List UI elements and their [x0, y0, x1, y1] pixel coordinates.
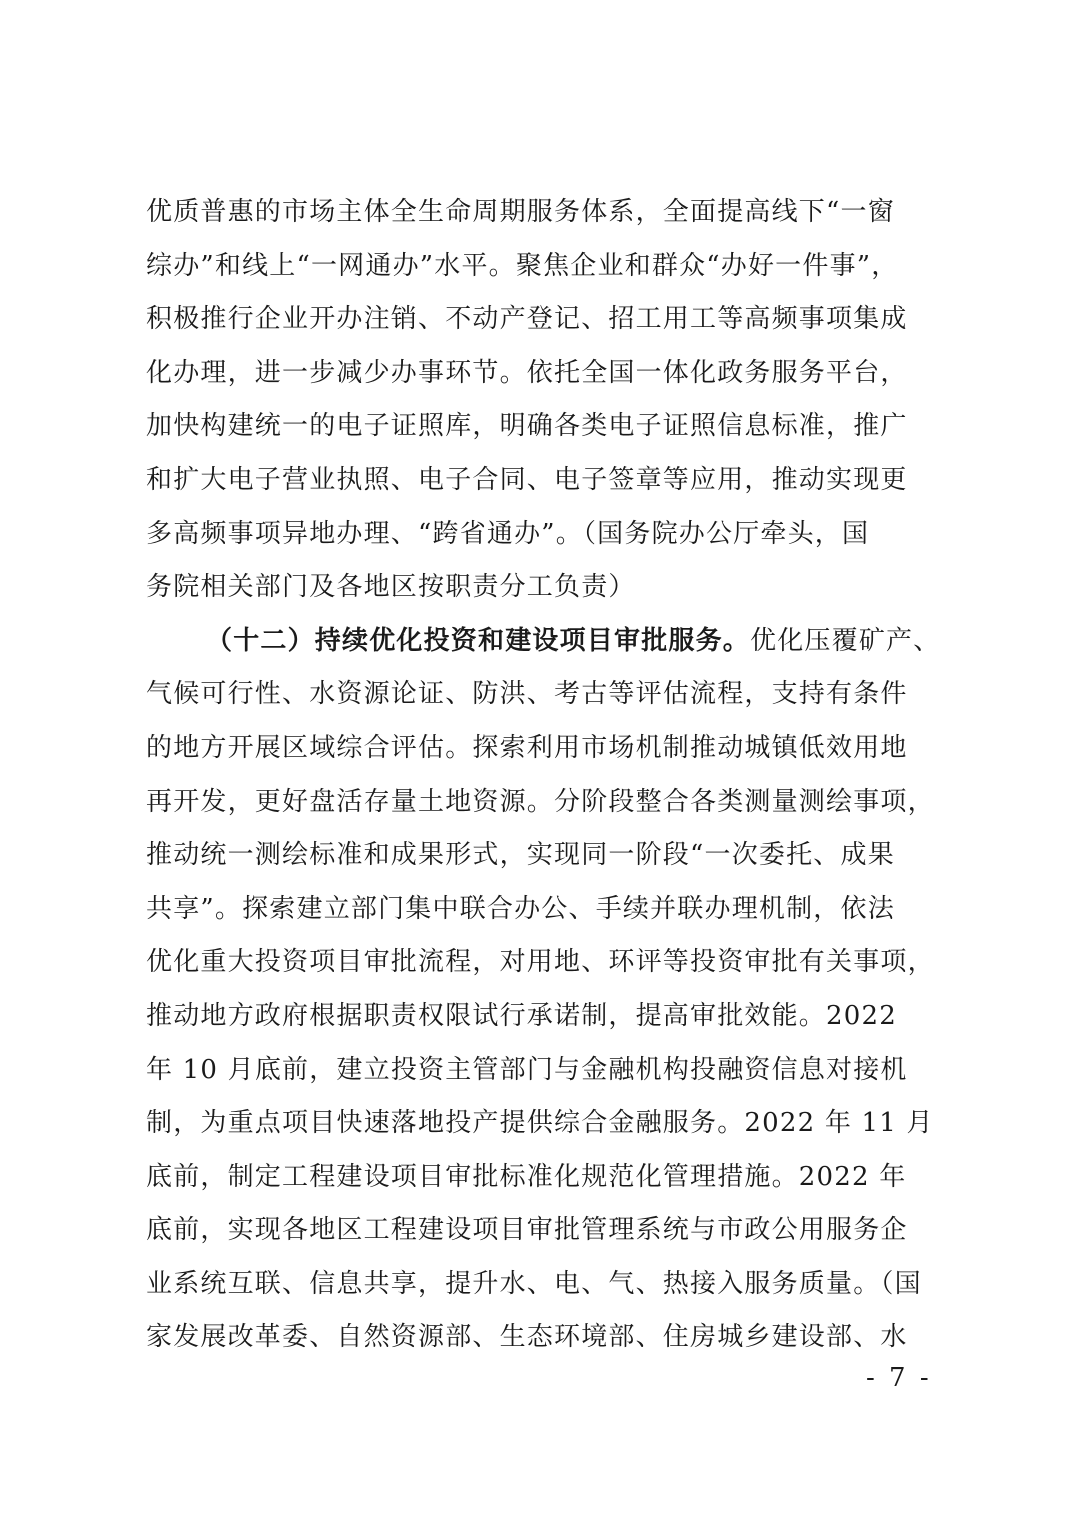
text-line-4: 化办理，进一步减少办事环节。依托全国一体化政务服务平台，: [146, 357, 908, 388]
text-line-19: 底前，制定工程建设项目审批标准化规范化管理措施。2022 年: [146, 1161, 907, 1192]
text-line-11: 的地方开展区域综合评估。探索利用市场机制推动城镇低效用地: [146, 732, 908, 763]
text-line-13: 推动统一测绘标准和成果形式，实现同一阶段“一次委托、成果: [146, 840, 895, 871]
text-line-17: 年 10 月底前，建立投资主管部门与金融机构投融资信息对接机: [146, 1054, 908, 1085]
text-line-16: 推动地方政府根据职责权限试行承诺制，提高审批效能。2022: [146, 1000, 897, 1031]
text-line-14: 共享”。探索建立部门集中联合办公、手续并联办理机制，依法: [146, 893, 895, 924]
text-line-22: 家发展改革委、自然资源部、生态环境部、住房城乡建设部、水: [146, 1322, 908, 1353]
text-line-10: 气候可行性、水资源论证、防洪、考古等评估流程，支持有条件: [146, 679, 908, 710]
text-line-3: 积极推行企业开办注销、不动产登记、招工用工等高频事项集成: [146, 304, 908, 335]
text-line-1: 优质普惠的市场主体全生命周期服务体系，全面提高线下“一窗: [146, 197, 895, 227]
page-number: - 7 -: [866, 1363, 932, 1393]
text-line-21: 业系统互联、信息共享，提升水、电、气、热接入服务质量。（国: [146, 1268, 922, 1299]
section-heading: （十二）持续优化投资和建设项目审批服务。: [206, 625, 751, 656]
section-heading-line: [146, 615, 946, 669]
text-line-8: 务院相关部门及各地区按职责分工负责）: [146, 572, 636, 603]
text-line-6: 和扩大电子营业执照、电子合同、电子签章等应用，推动实现更: [146, 464, 908, 495]
text-line-12: 再开发，更好盘活存量土地资源。分阶段整合各类测量测绘事项，: [146, 786, 935, 817]
text-line-18: 制，为重点项目快速落地投产提供综合金融服务。2022 年 11 月: [146, 1108, 934, 1139]
text-line-2: 综办”和线上“一网通办”水平。聚焦企业和群众“办好一件事”，: [146, 250, 899, 281]
section-heading-continuation: 优化压覆矿产、: [750, 625, 941, 656]
text-line-15: 优化重大投资项目审批流程，对用地、环评等投资审批有关事项，: [146, 947, 935, 978]
text-line-5: 加快构建统一的电子证照库，明确各类电子证照信息标准，推广: [146, 411, 908, 442]
body-text: [146, 186, 946, 1365]
text-line-7: 多高频事项异地办理、“跨省通办”。（国务院办公厅牵头，国: [146, 518, 870, 549]
text-line-20: 底前，实现各地区工程建设项目审批管理系统与市政公用服务企: [146, 1215, 908, 1246]
